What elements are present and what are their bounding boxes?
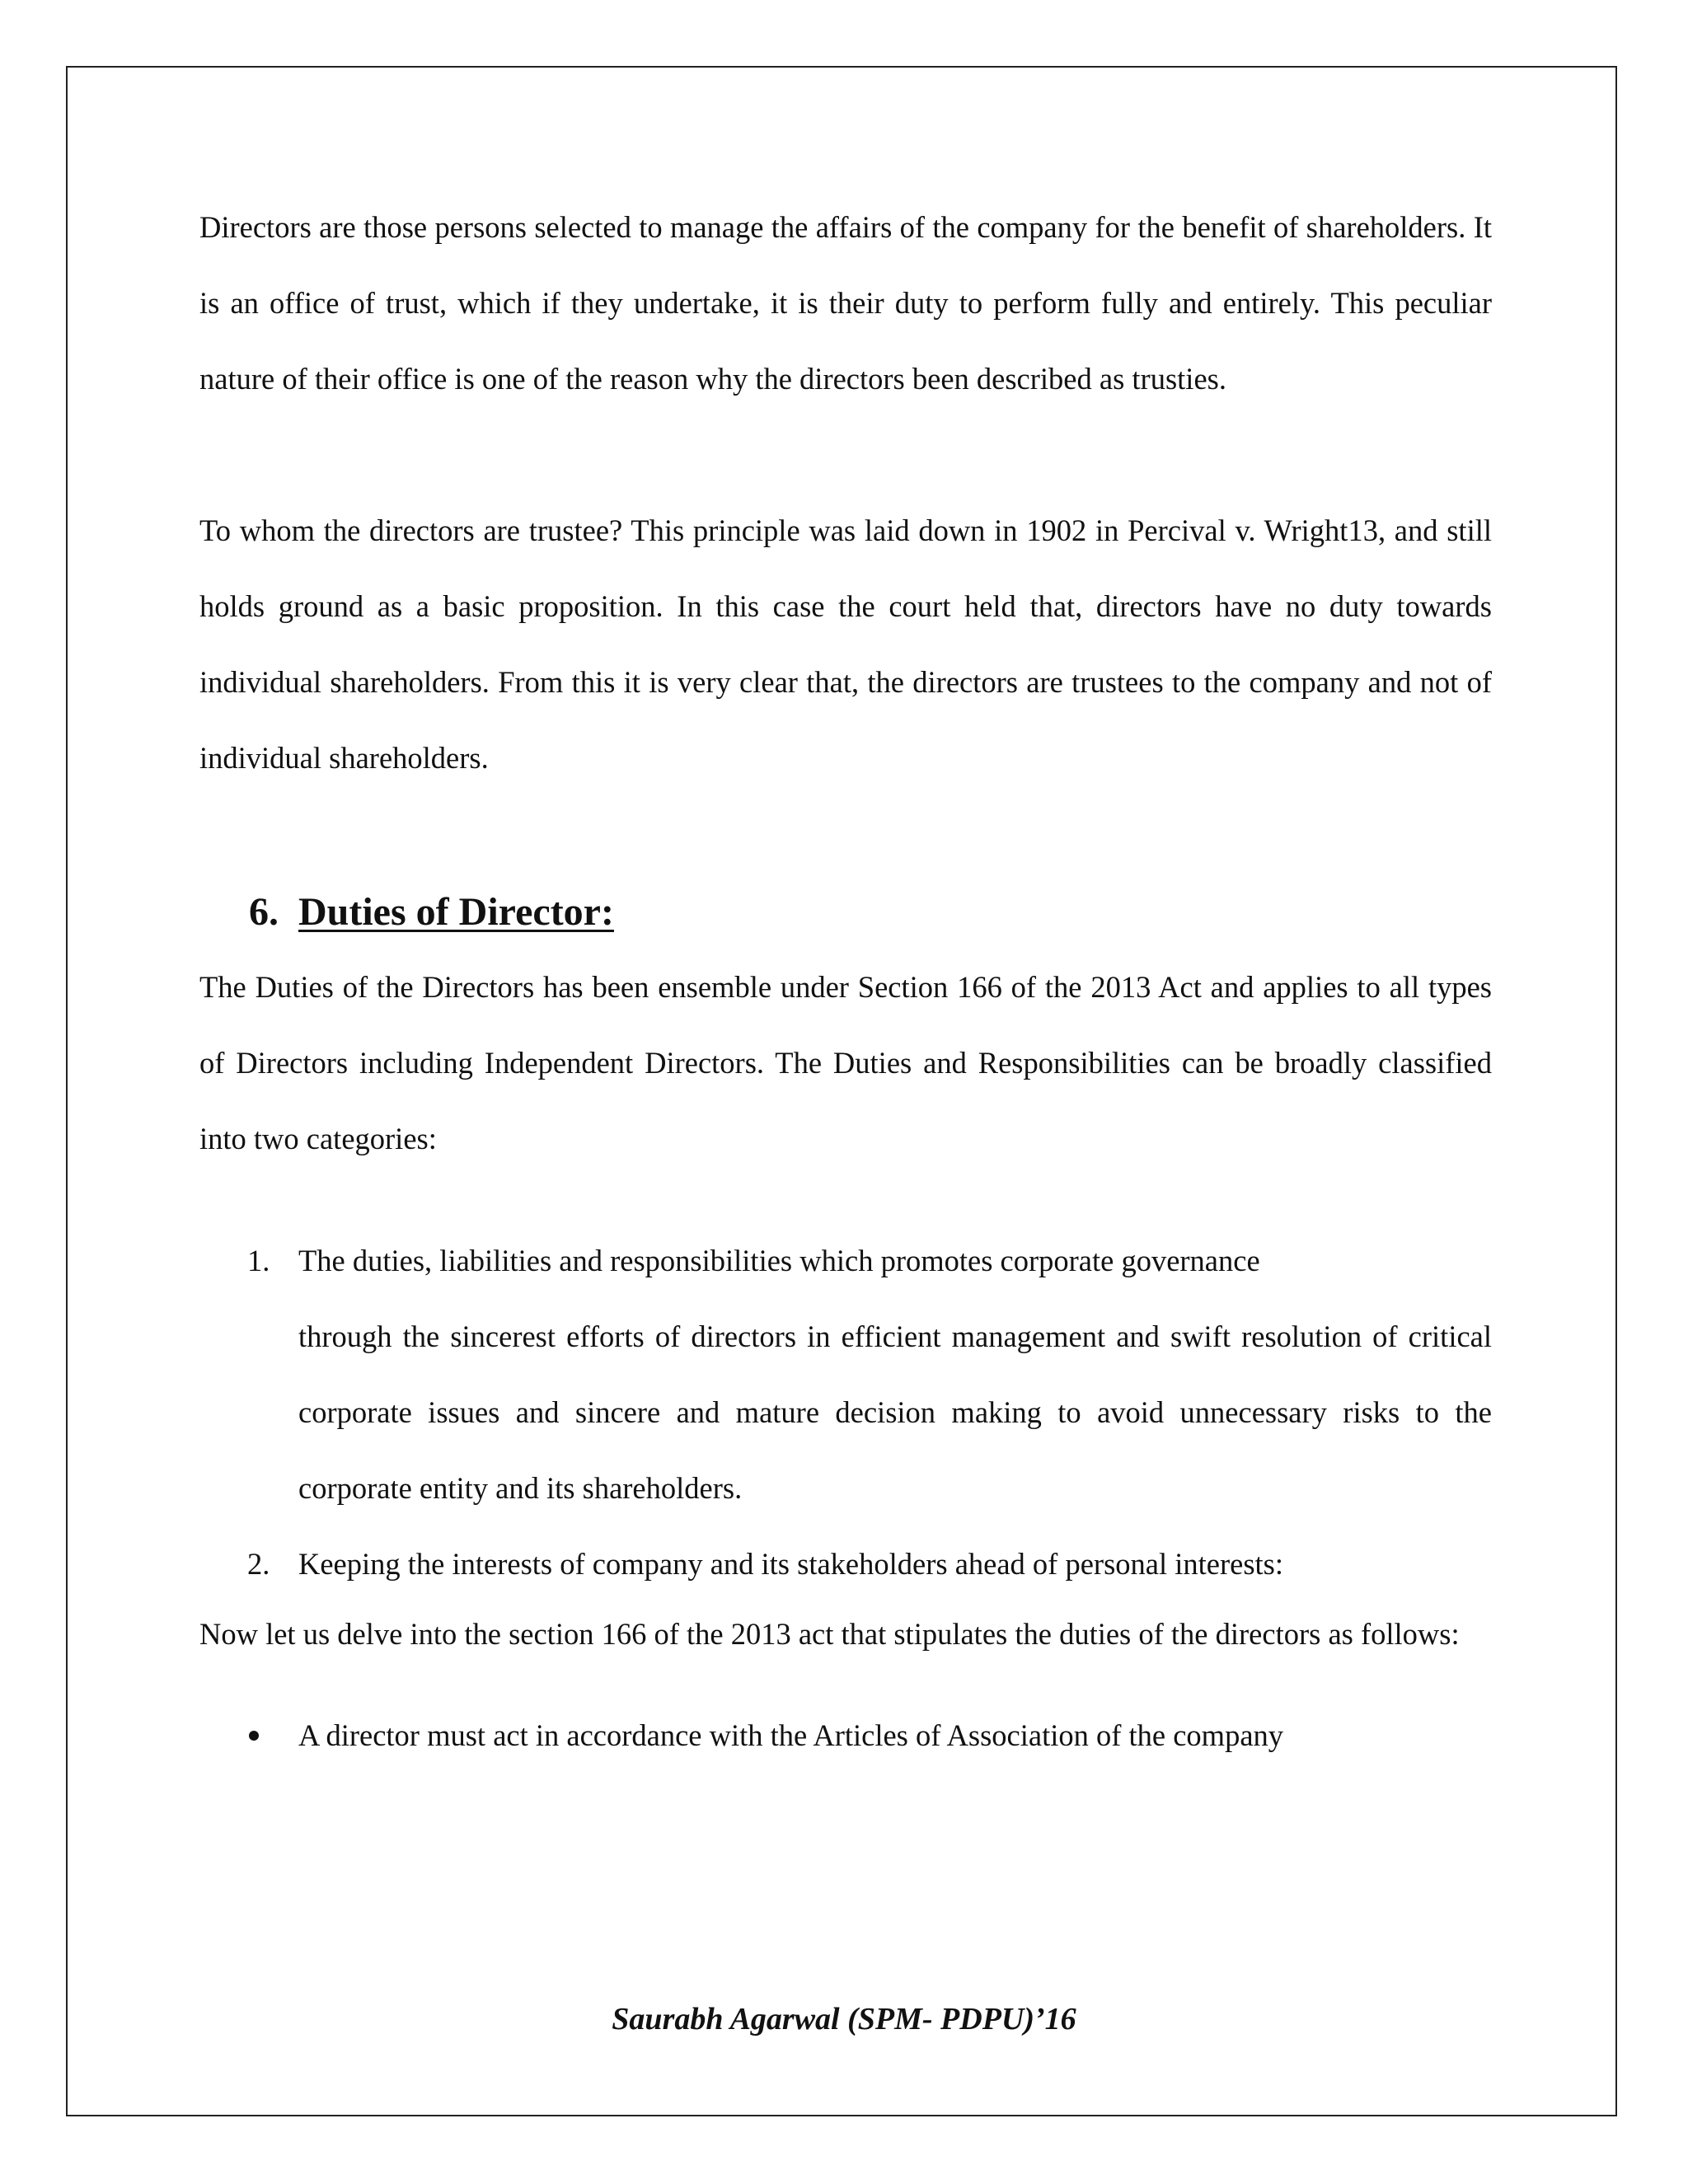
page-footer: Saurabh Agarwal (SPM- PDPU)’16	[612, 2002, 1076, 2036]
list-item-text: A director must act in accordance with the Articles of Association of the company	[298, 1718, 1284, 1752]
section-intro: The Duties of the Directors has been ensemble under Section 166 of the 2013 Act and applies to all types of Directors including Independent Directors. The Duties and Responsibilities can be broadly classified into two categories:	[199, 970, 1492, 1155]
categories-list	[199, 1223, 1492, 1602]
section-heading	[199, 875, 1492, 949]
bullet-icon	[249, 1731, 259, 1741]
list-item	[199, 1698, 1492, 1774]
list-item-continuation: through the sincerest efforts of directors in efficient management and swift resolution of critical corporate issues and sincere and mature decision making to avoid unnecessary risks to the corporate entity and its shareholders.	[298, 1319, 1492, 1505]
paragraph-trust: Directors are those persons selected to manage the affairs of the company for the benefit of shareholders. It is an office of trust, which if they undertake, it is their duty to perform fully and entirely. This peculiar nature of their office is one of the reason why the directors been described as trusties.	[199, 210, 1492, 396]
list-item	[199, 1223, 1492, 1526]
duties-list	[199, 1698, 1492, 1774]
paragraph-trustee-principle: To whom the directors are trustee? This principle was laid down in 1902 in Percival v. Wright13, and still holds ground as a basic proposition. In this case the court held that, directors have no duty towards individual shareholders. From this it is very clear that, the directors are trustees to the company and not of individual shareholders.	[199, 513, 1492, 775]
document-body	[199, 190, 1492, 1774]
list-marker: 2.	[247, 1547, 270, 1581]
list-item	[199, 1526, 1492, 1602]
section-title: Duties of Director:	[298, 890, 614, 934]
paragraph-section-166: Now let us delve into the section 166 of the 2013 act that stipulates the duties of the directors as follows:	[199, 1617, 1460, 1651]
list-marker: 1.	[247, 1244, 270, 1277]
section-number: 6.	[249, 890, 279, 934]
list-item-first-line: Keeping the interests of company and its stakeholders ahead of personal interests:	[298, 1547, 1284, 1581]
list-item-first-line: The duties, liabilities and responsibilities which promotes corporate governance	[298, 1244, 1260, 1277]
